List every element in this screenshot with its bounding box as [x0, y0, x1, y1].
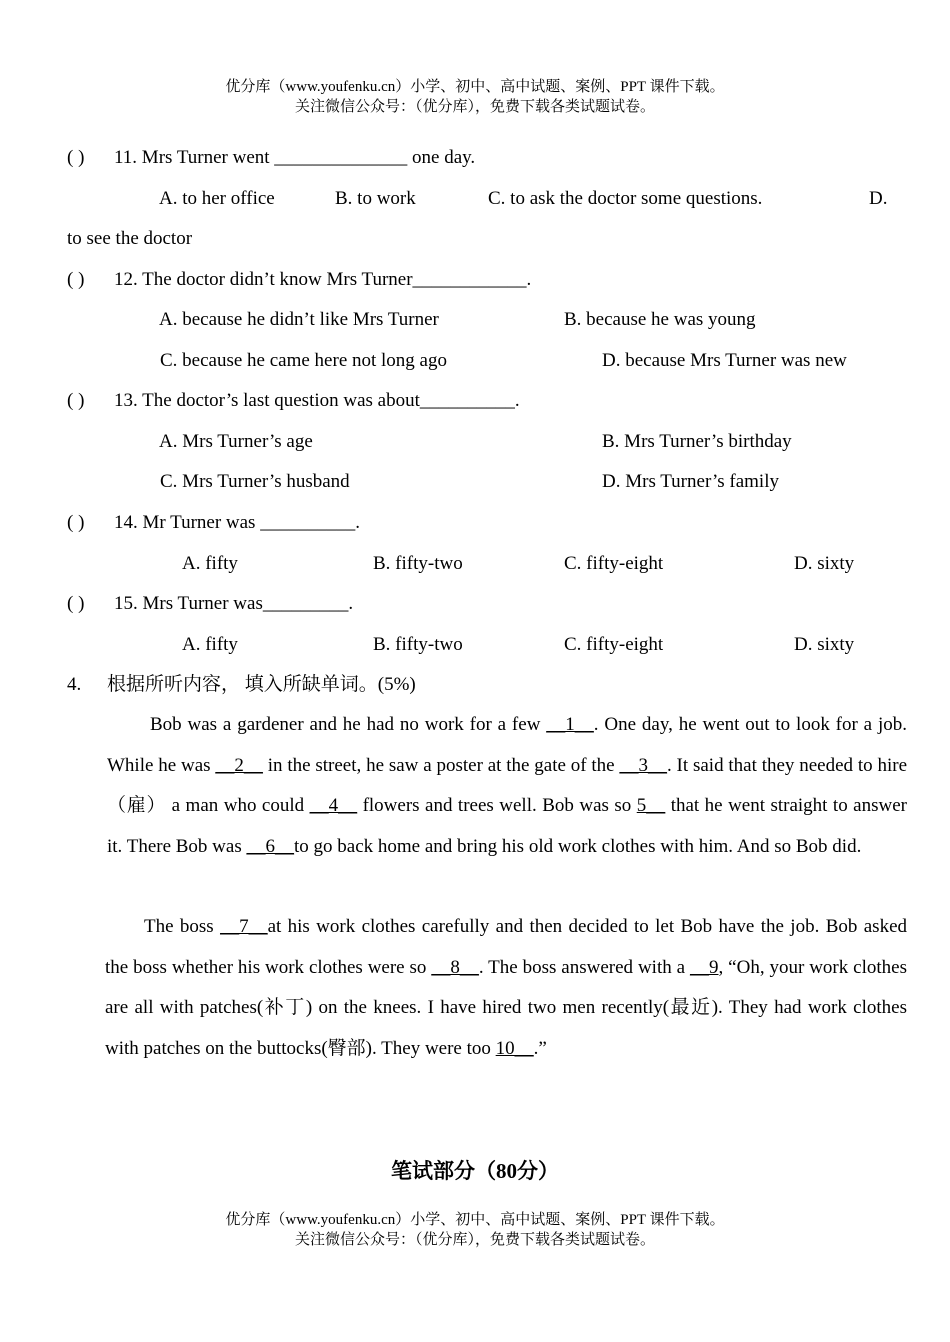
blank-7: __7__ [220, 916, 268, 937]
q14-option-a: A. fifty [182, 553, 238, 574]
blank-3: __3__ [619, 754, 667, 776]
q14-stem: 14. Mr Turner was __________. [114, 512, 360, 533]
passage-text: , “Oh, your work clothes are all with patches(补丁) on the knees. I have hired two men recently(最近). They had work clothes with patches on the buttocks(臀部). They were too [105, 956, 907, 1059]
q14-paren: ( ) [67, 512, 85, 533]
q12-option-c: C. because he came here not long ago [160, 350, 447, 371]
q13-option-d: D. Mrs Turner’s family [602, 471, 779, 492]
q15-option-b: B. fifty-two [373, 634, 463, 655]
blank-10: 10__ [495, 1037, 534, 1059]
passage-text: to go back home and bring his old work clothes with him. And so Bob did. [294, 835, 862, 857]
passage-text: at his work clothes carefully and then decided to let Bob have the job. Bob asked the boss whether his work clothes were so [105, 916, 908, 978]
footer-line-1: 优分库（www.youfenku.cn）小学、初中、高中试题、案例、PPT 课件下载。 [225, 1212, 725, 1228]
blank-1: __1__ [546, 714, 594, 735]
passage-text: .” [533, 1037, 547, 1059]
q11-option-c: C. to ask the doctor some questions. [488, 188, 763, 209]
passage-text: Bob was a gardener and he had no work for a few [150, 714, 547, 735]
header-line-2: 关注微信公众号：（优分库），免费下载各类试题试卷。 [294, 99, 655, 115]
blank-8: __8__ [431, 956, 479, 978]
passage-text: flowers and trees well. Bob was so [357, 795, 637, 816]
q13-paren: ( ) [67, 390, 85, 411]
written-section-title: 笔试部分（80分） [391, 1159, 559, 1183]
passage-paragraph-2 [105, 907, 907, 1069]
blank-2: __2__ [215, 754, 263, 776]
q15-option-c: C. fifty-eight [564, 634, 664, 655]
q14-option-c: C. fifty-eight [564, 553, 664, 574]
blank-5: 5__ [636, 795, 666, 816]
passage-paragraph-1 [107, 705, 907, 867]
passage-text: . One day, he went out to look for a job. While he was [107, 714, 907, 776]
q13-option-a: A. Mrs Turner’s age [159, 431, 313, 452]
q15-stem: 15. Mrs Turner was_________. [114, 593, 354, 614]
q15-option-d: D. sixty [794, 634, 855, 655]
passage-text: in the street, he saw a poster at the gate of the [262, 754, 620, 776]
footer-line-2: 关注微信公众号：（优分库），免费下载各类试题试卷。 [294, 1232, 655, 1248]
q13-option-c: C. Mrs Turner’s husband [160, 471, 350, 492]
passage-text: . It said that they needed to hire（雇） a man who could [107, 754, 908, 816]
blank-4: __4__ [309, 795, 358, 816]
q12-option-b: B. because he was young [564, 309, 756, 330]
q13-stem: 13. The doctor’s last question was about__________. [114, 390, 520, 411]
section4-instruction: 根据所听内容， 填入所缺单词。(5%) [107, 674, 416, 695]
q11-option-b: B. to work [335, 188, 416, 209]
q12-option-d: D. because Mrs Turner was new [602, 350, 847, 371]
blank-9: __9 [690, 956, 719, 978]
q15-paren: ( ) [67, 593, 85, 614]
q12-paren: ( ) [67, 269, 85, 290]
q11-stem: 11. Mrs Turner went ______________ one day. [114, 147, 476, 168]
q11-option-d: D. [869, 188, 888, 209]
q11-option-d-text: to see the doctor [67, 228, 193, 249]
header-line-1: 优分库（www.youfenku.cn）小学、初中、高中试题、案例、PPT 课件下载。 [225, 79, 725, 95]
passage-text: The boss [144, 916, 221, 937]
q12-stem: 12. The doctor didn’t know Mrs Turner____________. [114, 269, 532, 290]
section4-number: 4. [67, 674, 82, 695]
q12-option-a: A. because he didn’t like Mrs Turner [159, 309, 439, 330]
q15-option-a: A. fifty [182, 634, 238, 655]
passage-text: that he went straight to answer it. There Bob was [107, 795, 907, 857]
q11-option-a: A. to her office [159, 188, 275, 209]
blank-6: __6__ [246, 835, 294, 857]
q11-paren: ( ) [67, 147, 85, 168]
q14-option-b: B. fifty-two [373, 553, 463, 574]
q14-option-d: D. sixty [794, 553, 855, 574]
passage-text: . The boss answered with a [478, 956, 690, 978]
q13-option-b: B. Mrs Turner’s birthday [602, 431, 792, 452]
